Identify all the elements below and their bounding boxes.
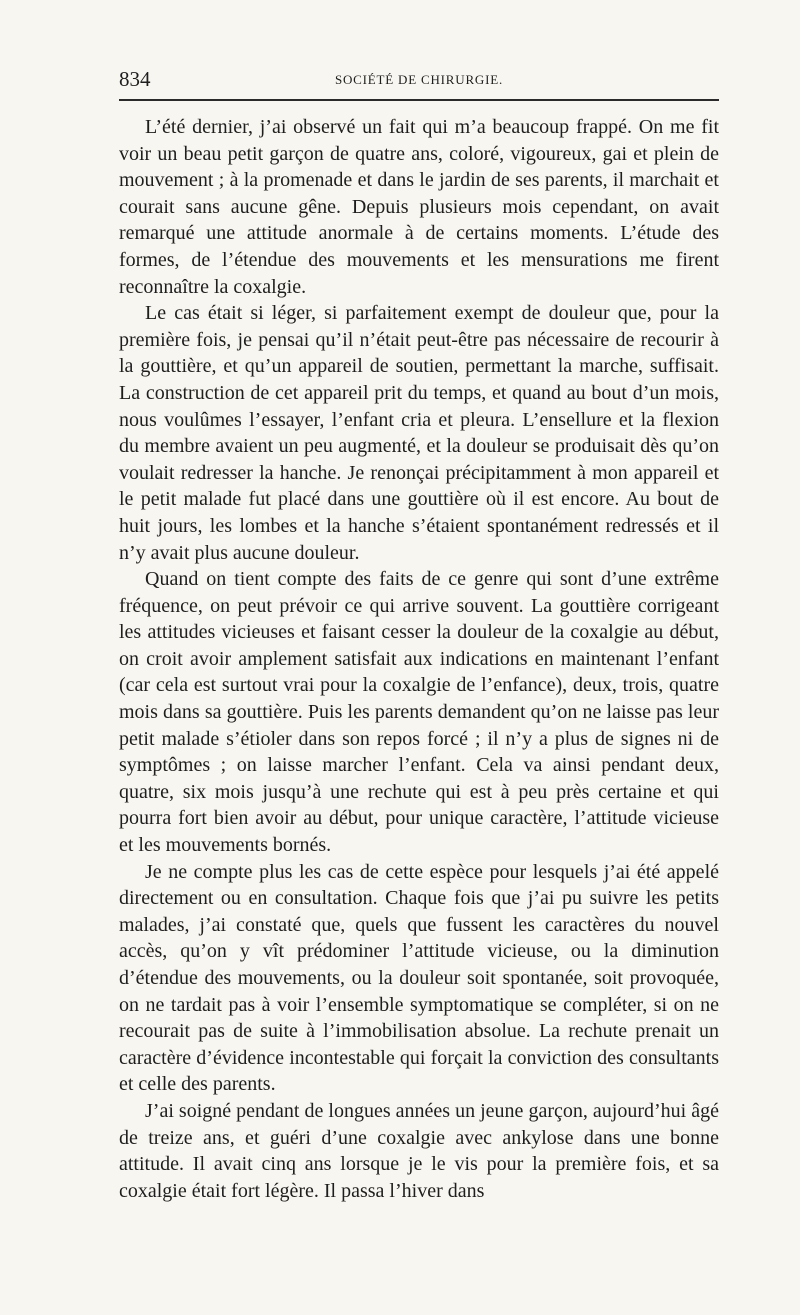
body-text — [119, 114, 719, 1204]
paragraph: Quand on tient compte des faits de ce genre qui sont d’une extrême fréquence, on peut prévoir ce qui arrive souvent. La gouttière corrigeant les attitudes vicieuses et faisant cesser la douleur de la coxalgie au début, on croit avoir amplement satisfait aux indications en maintenant l’enfant (car cela est surtout vrai pour la coxalgie de l’enfance), deux, trois, quatre mois dans sa gouttière. Puis les parents demandent qu’on ne laisse pas leur petit malade s’étioler dans son repos forcé ; il n’y a plus de signes ni de symptômes ; on laisse marcher l’enfant. Cela va ainsi pendant deux, quatre, six mois jusqu’à une rechute qui est à peu près certaine et qui pourra fort bien avoir au début, pour unique caractère, l’attitude vicieuse et les mouvements bornés. — [119, 568, 719, 857]
paragraph: J’ai soigné pendant de longues années un jeune garçon, aujourd’hui âgé de treize ans, et guéri d’une coxalgie avec ankylose dans une bonne attitude. Il avait cinq ans lorsque je le vis pour la première fois, et sa coxalgie était fort légère. Il passa l’hiver dans — [119, 1099, 719, 1202]
header-rule — [119, 99, 719, 101]
paragraph: Je ne compte plus les cas de cette espèce pour lesquels j’ai été appelé directement ou en consultation. Chaque fois que j’ai pu suivre les petits malades, j’ai constaté que, quels que fussent les caractères du nouvel accès, qu’on y vît prédominer l’attitude vicieuse, ou la diminution d’étendue des mouvements, ou la douleur soit spontanée, soit provoquée, on ne tardait pas à voir l’ensemble symptomatique se compléter, si on ne recourait pas de suite à l’immobilisation absolue. La rechute prenait un caractère d’évidence incontestable qui forçait la conviction des consultants et celle des parents. — [119, 860, 719, 1096]
paragraph: Le cas était si léger, si parfaitement exempt de douleur que, pour la première fois, je pensai qu’il n’était peut-être pas nécessaire de recourir à la gouttière, et qu’un appareil de soutien, permettant la marche, suffisait. La construction de cet appareil prit du temps, et quand au bout d’un mois, nous voulûmes l’essayer, l’enfant cria et pleura. L’ensellure et la flexion du membre avaient un peu augmenté, et la douleur se produisait dès qu’on voulait redresser la hanche. Je renonçai précipitamment à mon appareil et le petit malade fut placé dans une gouttière où il est encore. Au bout de huit jours, les lombes et la hanche s’étaient spontanément redressés et il n’y avait plus aucune douleur. — [119, 302, 719, 564]
running-head: SOCIÉTÉ DE CHIRURGIE. — [334, 72, 504, 87]
page-number: 834 — [119, 67, 151, 91]
paragraph: L’été dernier, j’ai observé un fait qui m’a beaucoup frappé. On me fit voir un beau petit garçon de quatre ans, coloré, vigoureux, gai et plein de mouvement ; à la promenade et dans le jardin de ses parents, il marchait et courait sans aucune gêne. Depuis plusieurs mois cependant, on avait remarqué une attitude anormale à de certains moments. L’étude des formes, de l’étendue des mouvements et les mensurations me firent reconnaître la coxalgie. — [119, 116, 719, 298]
page-header — [119, 66, 719, 96]
